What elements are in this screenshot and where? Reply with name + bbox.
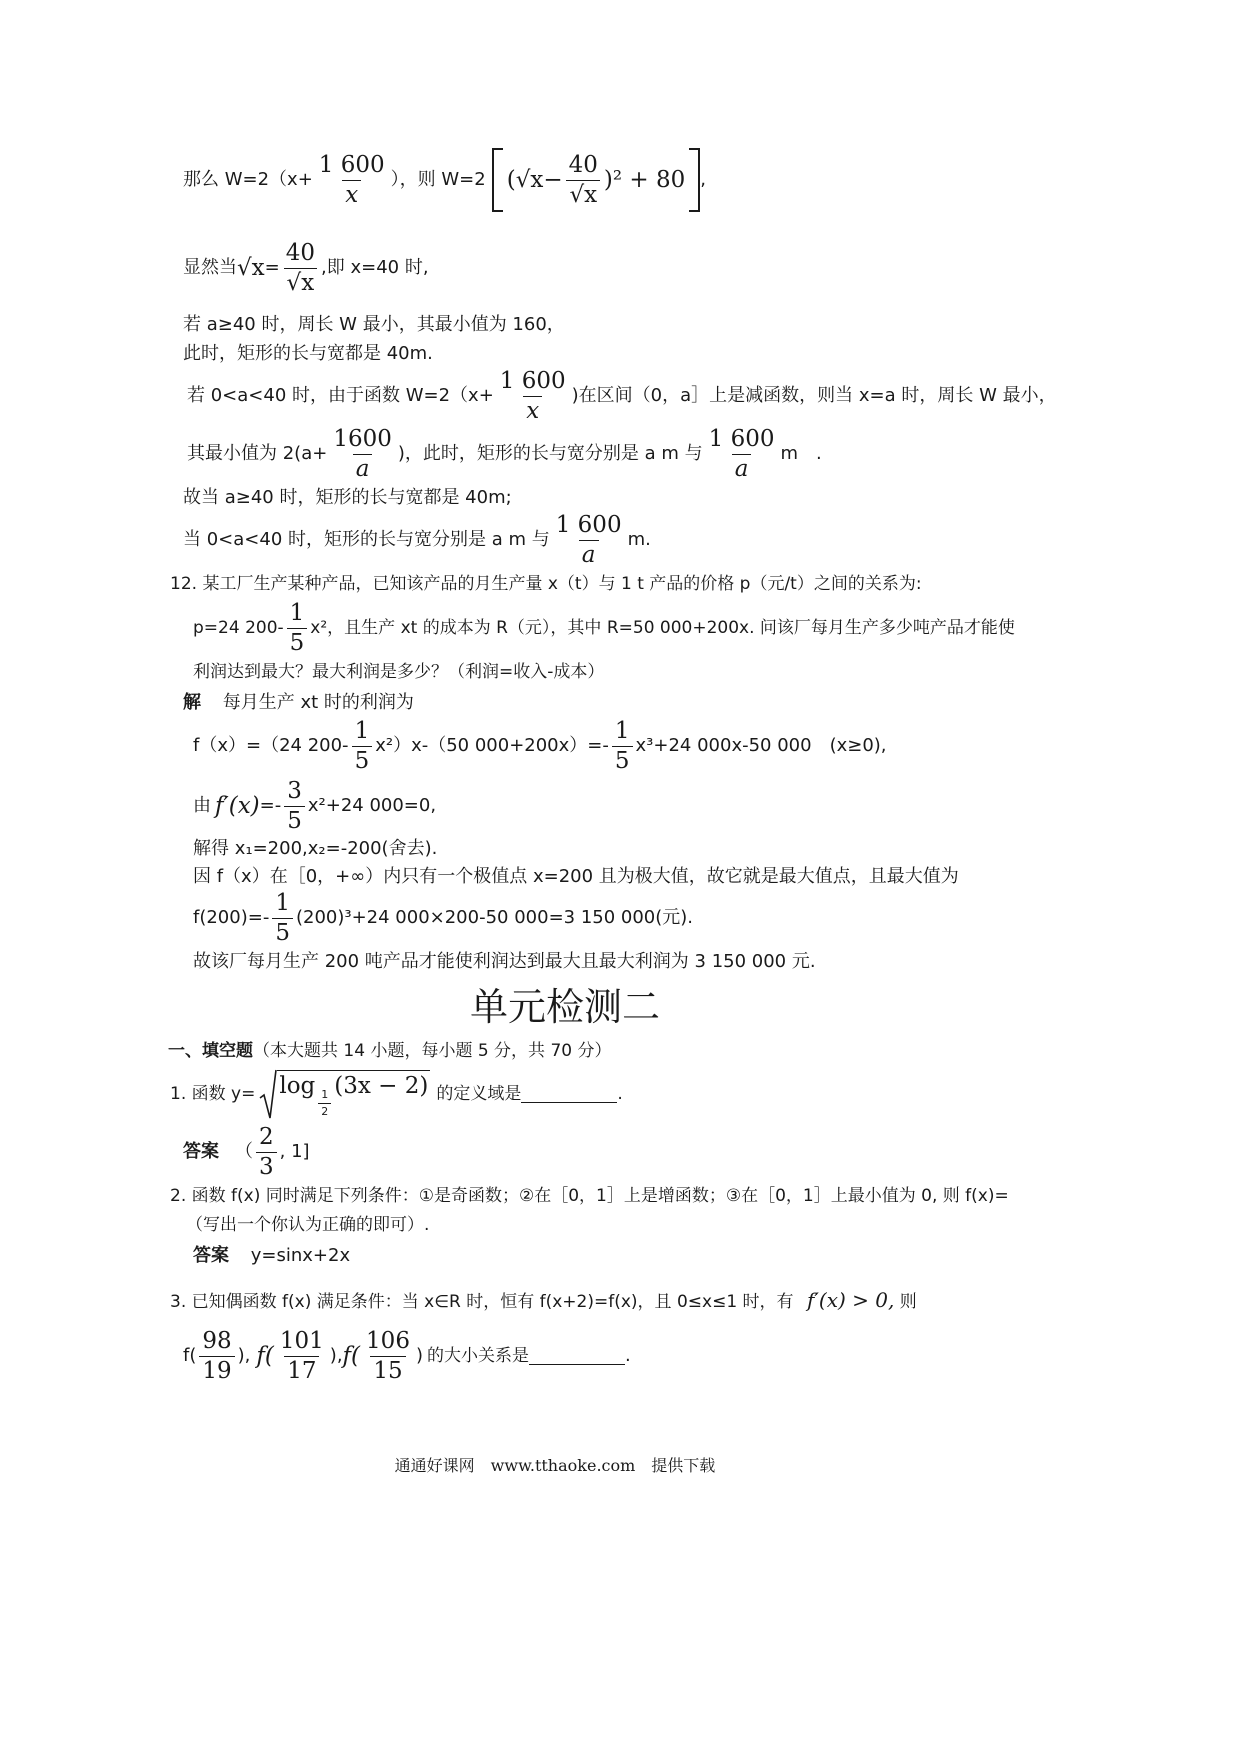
answer-label: 答案 <box>183 1141 219 1162</box>
text: m . <box>780 443 822 464</box>
log-base <box>318 1089 331 1117</box>
log: log <box>279 1073 316 1099</box>
line-decreasing <box>187 368 1057 424</box>
fraction <box>256 1125 277 1178</box>
text: ），则 W=2 <box>390 169 486 190</box>
text: 由 <box>193 795 211 816</box>
text: m. <box>627 529 651 550</box>
denominator: x <box>523 396 542 423</box>
question-2-cont: （写出一个你认为正确的即可）. <box>186 1215 430 1235</box>
line-length-width: 此时，矩形的长与宽都是 40m. <box>183 343 433 364</box>
numerator: 1 600 <box>708 426 775 453</box>
fraction <box>706 427 778 480</box>
line-a-ge-40: 若 a≥40 时，周长 W 最小，其最小值为 160， <box>183 314 565 335</box>
fraction <box>612 719 633 772</box>
footer: 通通好课网 www.tthaoke.com 提供下载 <box>394 1456 716 1475</box>
answer-1 <box>183 1124 310 1180</box>
line-solution <box>183 694 414 712</box>
problem-12: 12. 某工厂生产某种产品，已知该产品的月生产量 x（t）与 1 t 产品的价格 p（元/t）之间的关系为: <box>170 574 922 594</box>
question-3-values <box>183 1328 631 1384</box>
numerator: 3 <box>287 778 302 805</box>
denominator: 3 <box>256 1152 277 1179</box>
text: x²+24 000=0, <box>307 795 437 816</box>
paren: ( <box>506 166 516 193</box>
text: x²，且生产 xt 的成本为 R（元），其中 R=50 000+200x. 问该厂每月生产多少吨产品才能使 <box>310 617 1015 638</box>
answer-2 <box>193 1247 350 1265</box>
question-2: 2. 函数 f(x) 同时满足下列条件：①是奇函数；②在［0，1］上是增函数；③在［0，1］上最小值为 0, 则 f(x)= <box>170 1186 1009 1206</box>
numerator: 1 <box>321 1088 329 1101</box>
text: , 1] <box>279 1141 310 1162</box>
line-extremum: 因 f（x）在［0，+∞）内只有一个极值点 x=200 且为极大值，故它就是最大值点，且最大值为 <box>193 866 959 887</box>
text: 的大小关系是 <box>426 1345 529 1366</box>
derivative: f′(x) <box>215 792 260 819</box>
denominator: x <box>342 180 361 207</box>
section-title: 单元检测二 <box>469 985 660 1029</box>
line-min-value <box>187 426 822 482</box>
line-profit-question: 利润达到最大？最大利润是多少？（利润=收入-成本） <box>193 662 605 682</box>
text: x³+24 000x-50 000 (x≥0), <box>635 735 887 756</box>
text: （ <box>235 1141 253 1162</box>
text: 当 0<a<40 时，矩形的长与宽分别是 a m 与 <box>183 529 550 550</box>
line-derivative <box>193 778 436 834</box>
text: x²）x-（50 000+200x）=- <box>375 735 609 756</box>
fraction <box>316 153 388 206</box>
line-profit-function <box>193 718 887 774</box>
derivative-condition: f′(x) > 0, <box>806 1288 895 1312</box>
text: ), <box>237 1345 251 1366</box>
denominator: √x <box>284 268 318 295</box>
text: 那么 W=2（x+ <box>183 169 313 190</box>
answer-label: 答案 <box>193 1245 229 1266</box>
numerator: 1 600 <box>318 152 385 179</box>
text: 其最小值为 2(a+ <box>187 443 328 464</box>
numerator: 2 <box>259 1124 274 1151</box>
numerator: 1 600 <box>499 368 566 395</box>
text: f( <box>342 1342 361 1369</box>
text: ), <box>329 1345 343 1366</box>
denominator: 5 <box>284 806 305 833</box>
fraction <box>497 369 569 422</box>
text: y=sinx+2x <box>250 1245 351 1266</box>
text: ,即 x=40 时, <box>321 257 429 278</box>
denominator: a <box>732 454 752 481</box>
numerator: 1 <box>614 718 630 745</box>
text: f( <box>256 1342 274 1369</box>
line-therefore: 故当 a≥40 时，矩形的长与宽都是 40m; <box>183 487 512 508</box>
right-bracket <box>689 148 700 212</box>
denominator: 5 <box>272 918 293 945</box>
text: . <box>617 1083 623 1104</box>
sqrt-radical <box>259 1068 430 1120</box>
denominator: 19 <box>199 1356 234 1383</box>
text: f( <box>183 1345 197 1366</box>
fraction <box>352 719 373 772</box>
sqrt-x: √x <box>515 166 544 193</box>
text: 的定义域是 <box>436 1083 522 1104</box>
text: )，此时，矩形的长与宽分别是 a m 与 <box>397 443 703 464</box>
fraction <box>553 513 625 566</box>
argument: (3x − 2) <box>334 1073 429 1099</box>
text: (200)³+24 000×200-50 000=3 150 000(元). <box>295 907 694 928</box>
text: 则 <box>899 1292 917 1312</box>
numerator: 1 600 <box>555 512 622 539</box>
numerator: 98 <box>202 1328 232 1355</box>
numerator: 40 <box>285 240 316 267</box>
fraction <box>277 1329 327 1382</box>
text: 3. 已知偶函数 f(x) 满足条件：当 x∈R 时，恒有 f(x+2)=f(x)，且 0≤x≤1 时，有 <box>170 1292 794 1312</box>
answer-blank <box>529 1348 625 1365</box>
text: ) <box>415 1345 423 1366</box>
sqrt-x: √x <box>237 254 265 281</box>
square-plus-80: )² + 80 <box>603 166 686 193</box>
line-price-relation <box>193 600 1015 656</box>
fraction <box>287 601 308 654</box>
numerator: 1600 <box>333 426 392 453</box>
denominator: 2 <box>318 1103 331 1118</box>
section-label: 一、填空题 <box>168 1041 253 1061</box>
denominator: 17 <box>284 1356 319 1383</box>
solution-label: 解 <box>183 692 201 713</box>
section-note: （本大题共 14 小题，每小题 5 分，共 70 分） <box>253 1041 612 1061</box>
denominator: √x <box>566 180 600 207</box>
radical-sign-icon <box>259 1068 277 1120</box>
answer-blank <box>521 1086 617 1103</box>
left-bracket <box>492 148 503 212</box>
denominator: 15 <box>370 1356 405 1383</box>
text: f(200)=- <box>193 907 270 928</box>
numerator: 1 <box>289 600 305 627</box>
text: . <box>624 1345 631 1366</box>
fraction <box>566 153 601 206</box>
denominator: 5 <box>612 746 633 773</box>
fraction <box>363 1329 413 1382</box>
comma-visible: , <box>700 169 706 190</box>
denominator: 5 <box>352 746 373 773</box>
minus: − <box>543 166 563 193</box>
fraction <box>330 427 395 480</box>
text: 1. 函数 y= <box>170 1083 256 1104</box>
fraction <box>284 779 305 832</box>
text: 每月生产 xt 时的利润为 <box>222 692 414 713</box>
denominator: 5 <box>287 628 308 655</box>
fraction <box>199 1329 234 1382</box>
text: =- <box>259 795 282 816</box>
fraction <box>283 241 318 294</box>
numerator: 106 <box>366 1328 410 1355</box>
text: p=24 200- <box>193 617 284 638</box>
line-f200 <box>193 890 693 946</box>
numerator: 101 <box>279 1328 324 1355</box>
line-clearly <box>183 238 429 298</box>
line-conclusion: 故该厂每月生产 200 吨产品才能使利润达到最大且最大利润为 3 150 000 元. <box>193 951 816 972</box>
question-1 <box>170 1066 623 1122</box>
text: 显然当 <box>183 257 237 278</box>
numerator: 1 <box>354 718 370 745</box>
text: )在区间（0，a］上是减函数，则当 x=a 时，周长 W 最小， <box>571 385 1057 406</box>
numerator: 1 <box>275 890 290 917</box>
fill-in-header <box>168 1043 612 1060</box>
denominator: a <box>353 454 373 481</box>
text: f（x）=（24 200- <box>193 735 349 756</box>
fraction <box>272 891 293 944</box>
line-w-formula <box>183 150 706 210</box>
question-3 <box>170 1290 917 1311</box>
line-when-0-a-40 <box>183 512 651 568</box>
numerator: 40 <box>568 152 598 179</box>
text: 若 0<a<40 时，由于函数 W=2（x+ <box>187 385 494 406</box>
equals: = <box>264 257 280 278</box>
denominator: a <box>579 540 599 567</box>
line-solve-roots: 解得 x₁=200,x₂=-200(舍去). <box>193 838 438 859</box>
